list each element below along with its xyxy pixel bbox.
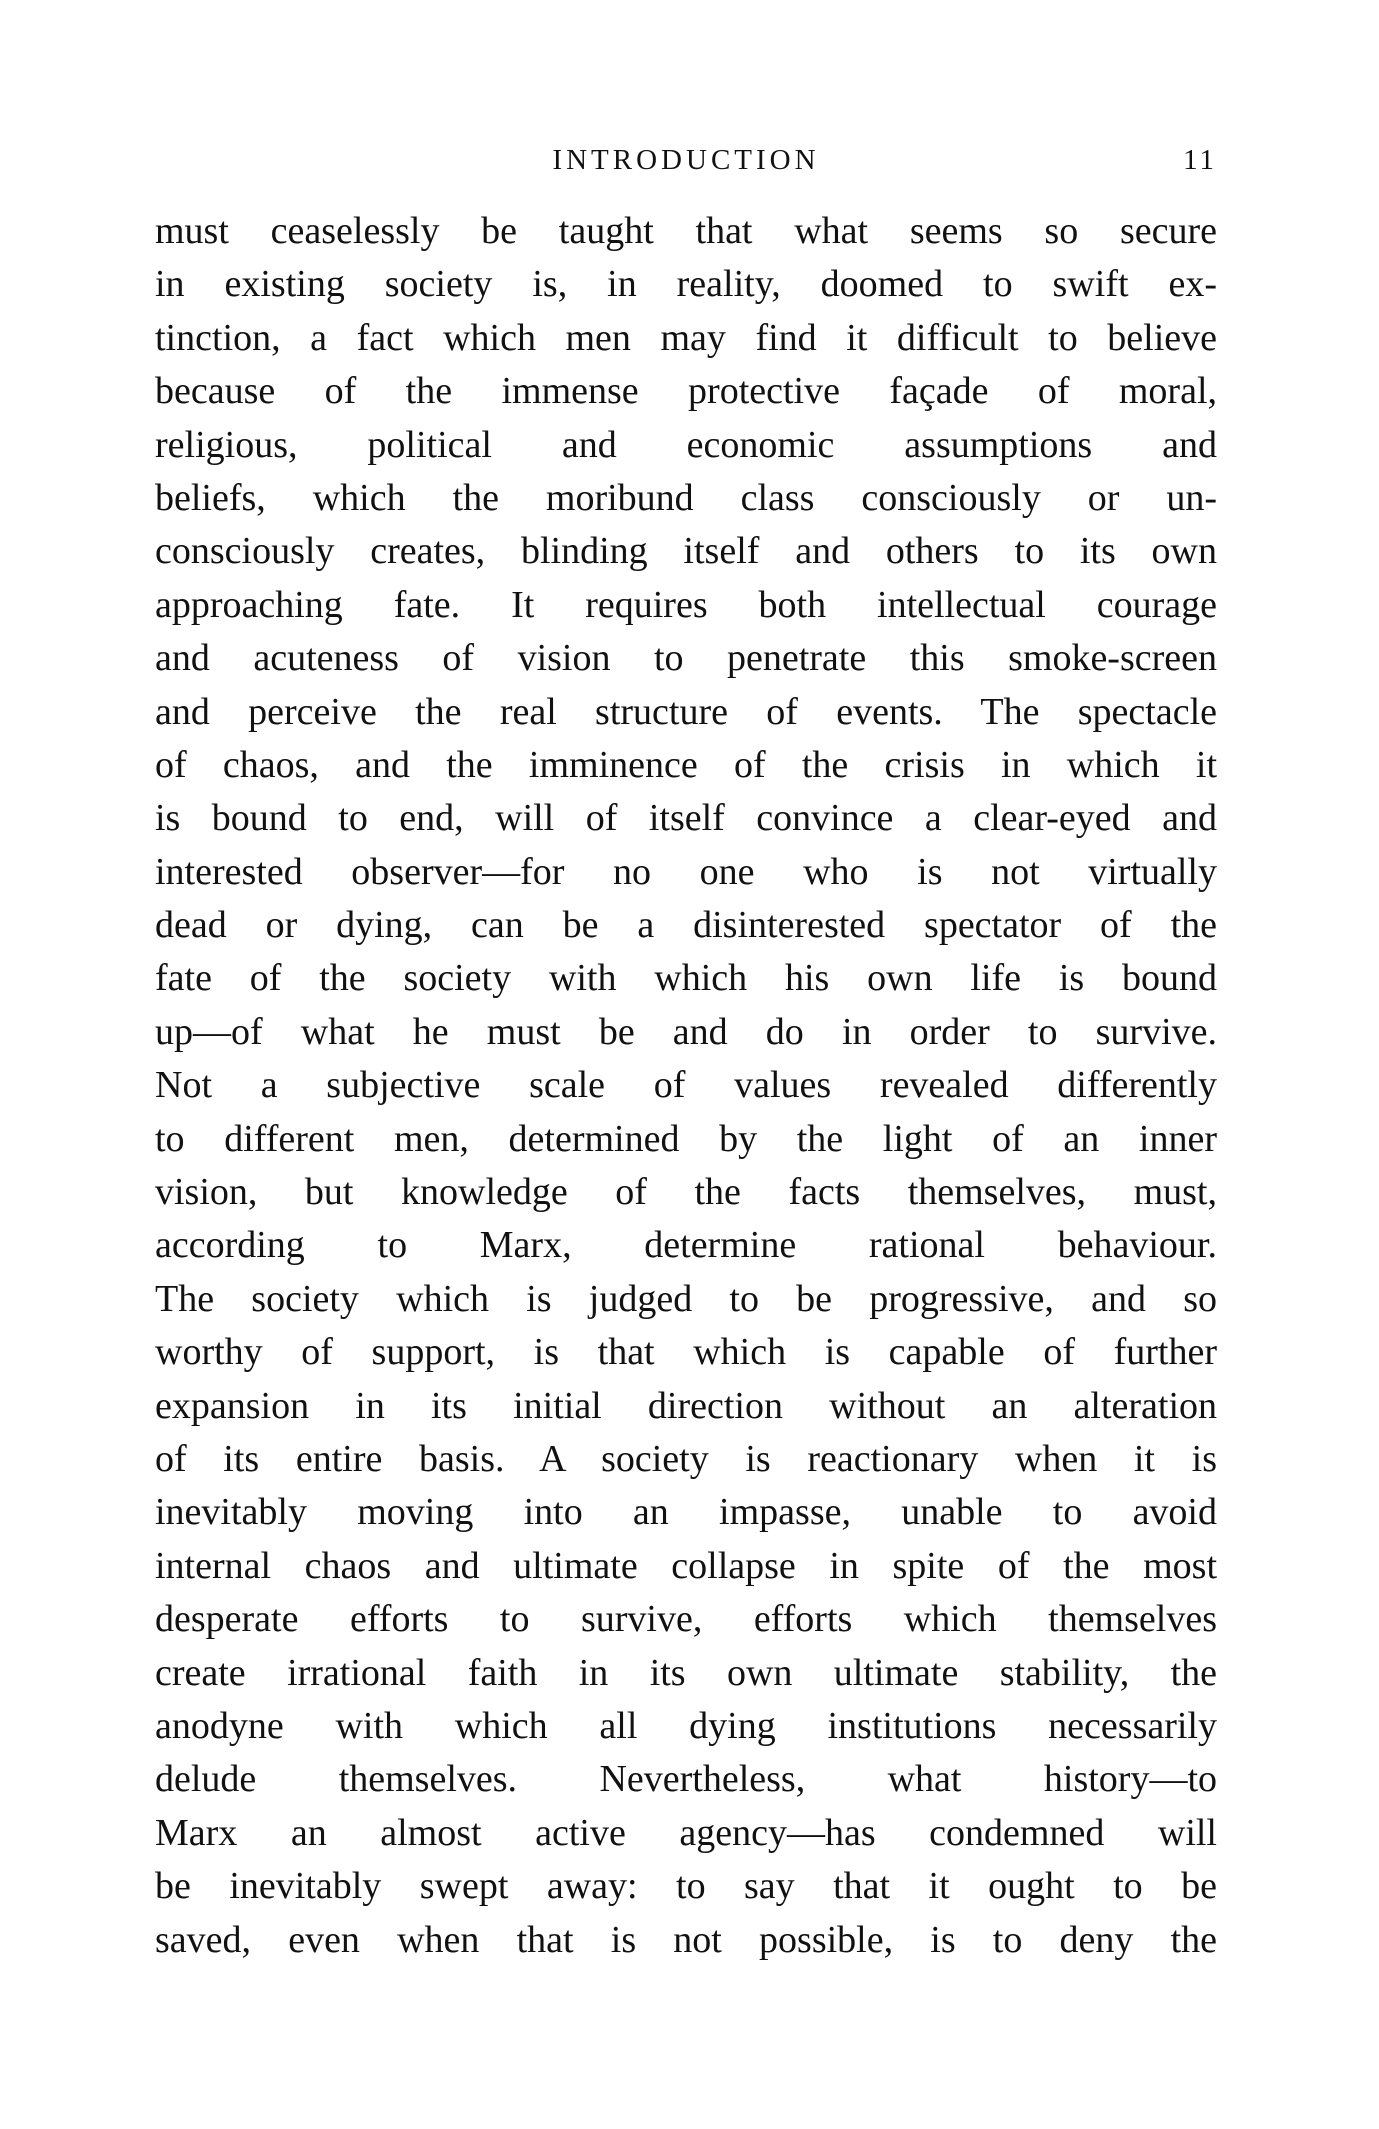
text-line: worthy of support, is that which is capable of further: [155, 1331, 1217, 1374]
text-line: create irrational faith in its own ultimate stability, the: [155, 1651, 1217, 1694]
text-line: internal chaos and ultimate collapse in spite of the most: [155, 1544, 1217, 1587]
text-line: inevitably moving into an impasse, unable to avoid: [155, 1491, 1217, 1534]
running-head: [155, 140, 1217, 180]
text-line: beliefs, which the moribund class consciously or un-: [155, 476, 1217, 519]
text-line: saved, even when that is not possible, is to deny the: [155, 1918, 1217, 1961]
text-line: interested observer—for no one who is not virtually: [155, 850, 1217, 893]
text-line: and perceive the real structure of events. The spectacle: [155, 690, 1217, 733]
text-line: delude themselves. Nevertheless, what history—to: [155, 1758, 1217, 1801]
text-line: must ceaselessly be taught that what seems so secure: [155, 210, 1217, 252]
text-line: and acuteness of vision to penetrate this smoke-screen: [155, 637, 1217, 680]
text-line: Marx an almost active agency—has condemned will: [155, 1811, 1217, 1854]
page-number: 11: [1183, 144, 1217, 176]
text-line: in existing society is, in reality, doomed to swift ex-: [155, 263, 1217, 306]
text-line: approaching fate. It requires both intellectual courage: [155, 583, 1217, 626]
text-line: is bound to end, will of itself convince a clear-eyed and: [155, 797, 1217, 840]
text-line: up—of what he must be and do in order to survive.: [155, 1010, 1217, 1053]
text-line: religious, political and economic assumptions and: [155, 423, 1217, 466]
running-title: INTRODUCTION: [552, 144, 820, 176]
text-line: The society which is judged to be progressive, and so: [155, 1277, 1217, 1320]
text-line: of its entire basis. A society is reactionary when it is: [155, 1437, 1217, 1480]
text-line: dead or dying, can be a disinterested spectator of the: [155, 904, 1217, 947]
text-line: according to Marx, determine rational behaviour.: [155, 1224, 1217, 1267]
text-line: consciously creates, blinding itself and others to its own: [155, 530, 1217, 573]
text-line: vision, but knowledge of the facts themselves, must,: [155, 1171, 1217, 1214]
text-line: because of the immense protective façade of moral,: [155, 370, 1217, 413]
text-line: tinction, a fact which men may find it difficult to believe: [155, 316, 1217, 359]
text-line: anodyne with which all dying institutions necessarily: [155, 1704, 1217, 1747]
text-line: of chaos, and the imminence of the crisis in which it: [155, 743, 1217, 786]
text-line: desperate efforts to survive, efforts which themselves: [155, 1598, 1217, 1641]
body-text: [155, 205, 1217, 1967]
text-line: expansion in its initial direction without an alteration: [155, 1384, 1217, 1427]
text-line: to different men, determined by the light of an inner: [155, 1117, 1217, 1160]
text-line: fate of the society with which his own life is bound: [155, 957, 1217, 1000]
text-line: Not a subjective scale of values revealed differently: [155, 1064, 1217, 1107]
text-line: be inevitably swept away: to say that it ought to be: [155, 1865, 1217, 1908]
